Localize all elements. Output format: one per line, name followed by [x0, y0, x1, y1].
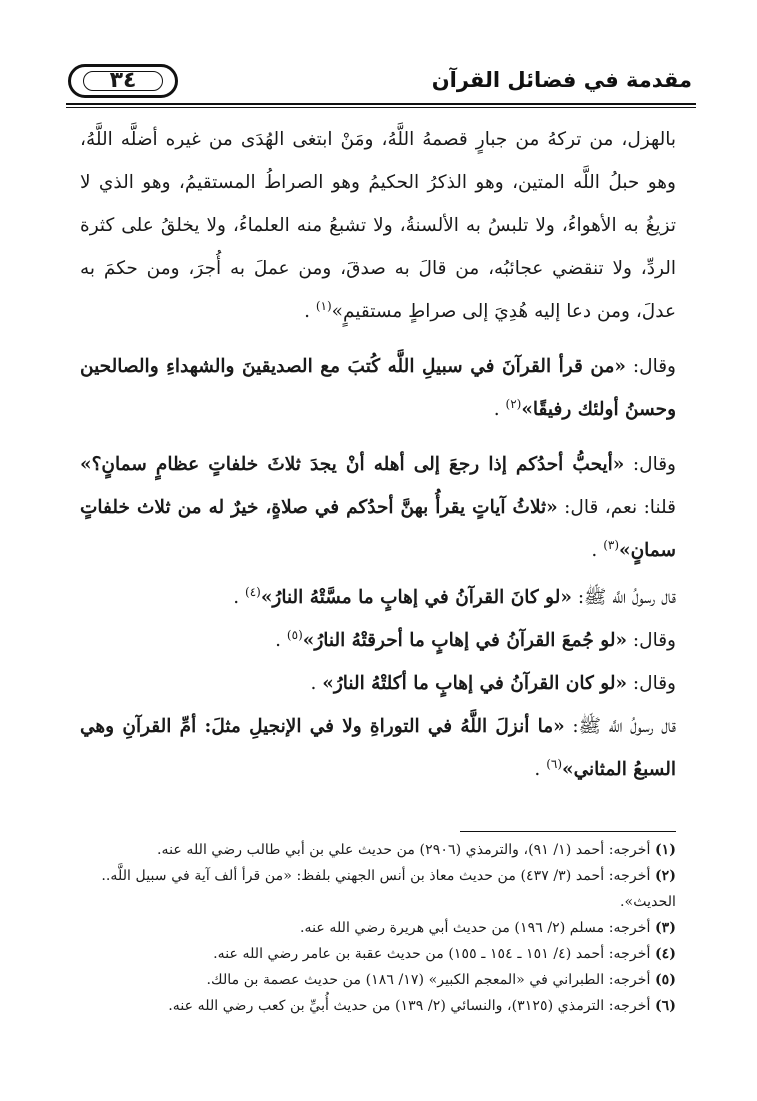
- footnote-number: (٥): [654, 972, 676, 988]
- end-dot: .: [591, 540, 604, 561]
- end-dot: .: [310, 673, 323, 694]
- header-rule: [66, 103, 696, 105]
- paragraph-1-text: بالهزل، من تركهُ من جبارٍ قصمهُ اللَّهُ، ومَنْ ابتغى الهُدَى من غيره أضلَّه اللَّهُ، وهو حبلُ اللَّه المتين، وهو الذكرُ الحكيمُ وهو الصراطُ المستقيمُ، وهو الذي لا تزيغُ به الأهواءُ، ولا تلبسُ به الألسنةُ، ولا تشبعُ منه العلماءُ، ولا يخلقُ على كثرة الردِّ، ولا تنقضي عجائبُه، من قالَ به صدقَ، ومن عملَ به أُجرَ، ومن حكمَ به عدلَ، ومن دعا إليه هُدِيَ إلى صراطٍ مستقيمٍ»: [80, 129, 676, 322]
- footnote-6: [80, 993, 676, 1019]
- footnote-4: [80, 941, 676, 967]
- paragraph-7-intro: قال رسولُ اللَّه ﷺ:: [564, 716, 677, 737]
- footnote-3: [80, 915, 676, 941]
- paragraph-2: [80, 345, 676, 431]
- paragraph-4: [80, 576, 676, 619]
- footnote-ref-6: (٦): [546, 756, 563, 771]
- paragraph-6-quote: «لو كان القرآنُ في إهابٍ ما أكلتْهُ النارُ»: [322, 673, 628, 694]
- footnote-ref-1: (١): [315, 298, 332, 313]
- end-dot: .: [233, 587, 245, 608]
- footnote-ref-2: (٢): [505, 396, 522, 411]
- page-header: [66, 64, 696, 100]
- paragraph-3-quote: «أيحبُّ أحدُكم إذا رجعَ إلى أهله أنْ يجدَ ثلاثَ خلفاتٍ عظامٍ سمانٍ؟»: [80, 454, 625, 475]
- end-dot: .: [493, 399, 506, 420]
- paragraph-7-quote: «ما أنزلَ اللَّهُ في التوراةِ ولا في الإنجيلِ مثلَ: أمِّ القرآنِ وهي السبعُ المثاني»: [80, 716, 676, 780]
- footnote-text: أخرجه: أحمد (٣/ ٤٣٧) من حديث معاذ بن أنس الجهني بلفظ: «من قرأ ألف آية في سبيل اللَّه.. الحديث».: [101, 868, 676, 910]
- paragraph-3-intro: وقال:: [624, 454, 676, 475]
- paragraph-6-intro: وقال:: [627, 673, 676, 694]
- paragraph-2-intro: وقال:: [625, 356, 676, 377]
- footnote-number: (٦): [654, 998, 676, 1014]
- paragraph-3-reply: قلنا: نعم، قال:: [557, 497, 676, 518]
- paragraph-6: [80, 662, 676, 705]
- page-number: ٣٤: [109, 68, 137, 93]
- footnote-separator: [460, 831, 676, 832]
- footnote-number: (٤): [654, 946, 676, 962]
- header-rule-thin: [66, 107, 696, 108]
- footnote-text: أخرجه: مسلم (٢/ ١٩٦) من حديث أبي هريرة رضي الله عنه.: [299, 920, 651, 936]
- footnote-1: [80, 837, 676, 863]
- footnote-ref-4: (٤): [245, 584, 261, 599]
- paragraph-3-answer: «ثلاثُ آياتٍ يقرأُ بهنَّ أحدُكم في صلاةٍ، خيرٌ له من ثلاث خلفاتٍ سمانٍ»: [80, 497, 676, 561]
- footnote-text: أخرجه: الترمذي (٣١٢٥)، والنسائي (٢/ ١٣٩) من حديث أُبيِّ بن كعب رضي الله عنه.: [168, 998, 651, 1014]
- paragraph-3: [80, 443, 676, 572]
- paragraph-5: [80, 619, 676, 662]
- footnote-text: أخرجه: أحمد (٤/ ١٥١ ـ ١٥٤ ـ ١٥٥) من حديث عقبة بن عامر رضي الله عنه.: [213, 946, 651, 962]
- footnote-ref-3: (٣): [603, 537, 620, 552]
- footnote-text: أخرجه: أحمد (١/ ٩١)، والترمذي (٢٩٠٦) من حديث علي بن أبي طالب رضي الله عنه.: [156, 842, 651, 858]
- paragraph-7: [80, 705, 676, 791]
- footnote-number: (١): [654, 842, 676, 858]
- paragraph-5-intro: وقال:: [627, 630, 676, 651]
- end-dot: .: [304, 301, 316, 322]
- paragraph-2-quote: «من قرأ القرآنَ في سبيلِ اللَّه كُتبَ مع الصديقينَ والشهداءِ والصالحين وحسنُ أولئك رفيقًا»: [80, 356, 676, 420]
- footnote-5: [80, 967, 676, 993]
- footnote-ref-5: (٥): [286, 627, 303, 642]
- running-title: مقدمة في فضائل القرآن: [431, 68, 692, 92]
- footnotes: [80, 837, 676, 1019]
- page-number-badge: [68, 64, 178, 98]
- footnote-number: (٢): [654, 868, 676, 884]
- paragraph-4-quote: «لو كانَ القرآنُ في إهابٍ ما مسَّتْهُ النارُ»: [260, 587, 572, 608]
- paragraph-5-quote: «لو جُمعَ القرآنُ في إهابٍ ما أحرقتْهُ النارُ»: [302, 630, 628, 651]
- footnote-text: أخرجه: الطبراني في «المعجم الكبير» (١٧/ ١٨٦) من حديث عصمة بن مالك.: [206, 972, 651, 988]
- main-text: [80, 118, 676, 791]
- end-dot: .: [275, 630, 287, 651]
- end-dot: .: [534, 759, 547, 780]
- paragraph-4-intro: قال رسولُ اللَّه ﷺ:: [571, 587, 676, 608]
- footnote-number: (٣): [654, 920, 676, 936]
- footnote-2: [80, 863, 676, 915]
- paragraph-1: [80, 118, 676, 333]
